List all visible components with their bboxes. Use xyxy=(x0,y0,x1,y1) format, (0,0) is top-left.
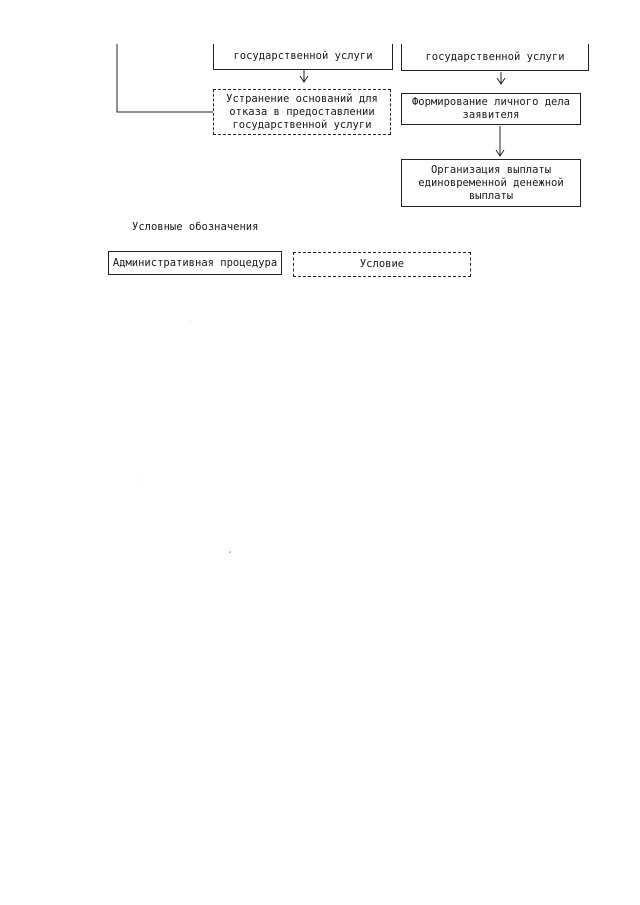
left-loop-connector xyxy=(117,44,213,112)
scan-speck xyxy=(190,322,191,323)
legend-condition-box: Условие xyxy=(293,252,471,277)
left-top-procedure-box: государственной услуги xyxy=(213,44,393,70)
payment-procedure-box: Организация выплаты единовременной денежной выплаты xyxy=(401,159,581,207)
scan-speck xyxy=(229,551,231,553)
elimination-condition-box: Устранение оснований для отказа в предоставлении государственной услуги xyxy=(213,89,391,135)
arrow-to-payment xyxy=(496,126,504,156)
arrow-to-file-formation xyxy=(497,72,505,84)
arrow-to-elimination xyxy=(300,70,308,82)
file-formation-procedure-box: Формирование личного дела заявителя xyxy=(401,93,581,125)
legend-title: Условные обозначения xyxy=(132,221,259,233)
legend-procedure-box: Административная процедура xyxy=(108,251,282,275)
right-top-procedure-box: государственной услуги xyxy=(401,44,589,71)
scan-speck xyxy=(140,480,141,481)
